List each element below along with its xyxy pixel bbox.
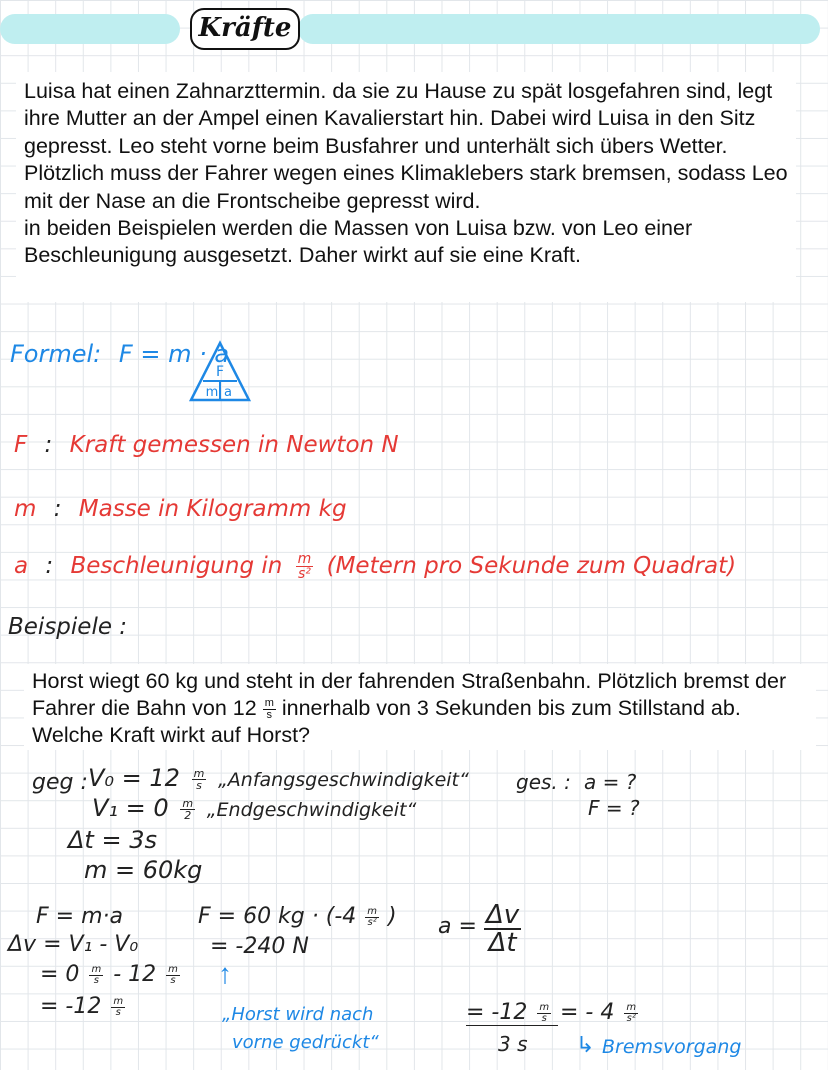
- definition-F: F : Kraft gemessen in Newton N: [14, 432, 399, 458]
- definition-text: Beschleunigung in: [70, 553, 283, 579]
- given-v0: V₀ = 12 $\frac{m}{s}$ „Anfangsgeschwindigkeit“: [88, 764, 469, 792]
- up-arrow-icon: ↑: [218, 958, 232, 989]
- calc-middle-note1: „Horst wird nach: [222, 1004, 374, 1025]
- sought-a: a = ?: [584, 770, 637, 794]
- given-mass: m = 60kg: [84, 856, 203, 884]
- examples-heading: Beispiele :: [8, 614, 128, 640]
- triangle-left-m: m: [205, 385, 219, 400]
- given-v1: V₁ = 0 $\frac{m}{2}$ „Endgeschwindigkeit“: [92, 794, 417, 822]
- definition-symbol: m: [14, 496, 37, 522]
- unit-fraction: $\frac{m}{\text{s²}}$: [297, 551, 312, 582]
- sought-f: F = ?: [588, 796, 640, 820]
- intro-paragraph-1: Luisa hat einen Zahnarzttermin. da sie zu Hause zu spät losgefahren sind, legt ihre Mutter an der Ampel einen Kavalierstart hin. Dabei wird Luisa in den Sitz gepresst. Leo steht vorne beim Busfahrer und unterhält sich übers Wetter. Plötzlich muss der Fahrer wegen eines Klimaklebers stark bremsen, sodass Leo mit der Nase an die Frontscheibe gepresst wird.: [24, 79, 788, 213]
- triangle-right-a: a: [224, 385, 232, 400]
- intro-paragraph-2: in beiden Beispielen werden die Massen von Luisa bzw. von Leo einer Beschleunigung ausgesetzt. Daher wirkt auf sie eine Kraft.: [24, 216, 693, 268]
- calc-middle-line2: = -240 N: [210, 934, 309, 959]
- given-label: geg :: [32, 770, 88, 795]
- formula-expression: F = m · a: [118, 340, 230, 368]
- definition-symbol: F: [14, 432, 28, 458]
- formula-triangle: [188, 340, 252, 404]
- example-unit-fraction: $\frac{m}{s}$: [264, 696, 274, 721]
- calc-left-line1: F = m·a: [36, 904, 123, 929]
- example-text-after: innerhalb von 3 Sekunden bis zum Stillstand ab. Welche Kraft wirkt auf Horst?: [32, 696, 741, 747]
- given-v0-note: „Anfangsgeschwindigkeit“: [217, 769, 469, 791]
- header-bar-left: [0, 14, 180, 44]
- calc-right-result: = - 4 $\frac{m}{\text{s²}}$: [560, 1000, 637, 1025]
- calc-left-line3: = 0 $\frac{m}{s}$ - 12 $\frac{m}{s}$: [40, 962, 178, 987]
- calc-right-fraction: $\frac{\Delta v}{\Delta t}$: [486, 900, 520, 958]
- calc-right-denominator: 3 s: [498, 1032, 528, 1056]
- calc-right-note: Bremsvorgang: [602, 1036, 742, 1058]
- intro-text-box: [16, 72, 796, 302]
- definition-text: Masse in Kilogramm kg: [78, 496, 347, 522]
- definition-a: a : Beschleunigung in $\frac{m}{\text{s²}}$ (Metern pro Sekunde zum Quadrat): [14, 551, 737, 582]
- calc-right-result-numerator: = -12 $\frac{m}{s}$: [466, 1000, 558, 1026]
- given-dt: Δt = 3s: [68, 826, 157, 854]
- given-v1-note: „Endgeschwindigkeit“: [206, 799, 417, 821]
- example-text-before: Horst wiegt 60 kg und steht in der fahrenden Straßenbahn. Plötzlich bremst der Fahrer die Bahn von 12: [32, 669, 787, 720]
- example-problem-box: [24, 664, 816, 750]
- page-title: Kräfte: [190, 8, 300, 50]
- header-bar-right: [298, 14, 820, 44]
- corner-arrow-icon: ↳: [576, 1032, 595, 1057]
- definition-m: m : Masse in Kilogramm kg: [14, 496, 347, 522]
- calc-left-line2: Δv = V₁ - V₀: [8, 932, 139, 957]
- calc-right-a-label: a =: [438, 914, 477, 939]
- definition-symbol: a: [14, 553, 29, 579]
- calc-left-line4: = -12 $\frac{m}{s}$: [40, 994, 124, 1019]
- calc-middle-line1: F = 60 kg · (-4 $\frac{m}{\text{s²}}$ ): [198, 904, 397, 929]
- definition-note: (Metern pro Sekunde zum Quadrat): [326, 553, 737, 579]
- triangle-top-F: F: [215, 364, 225, 380]
- formula-label: Formel:: [10, 340, 102, 368]
- calc-middle-note2: vorne gedrückt“: [232, 1032, 379, 1053]
- definition-text: Kraft gemessen in Newton N: [69, 432, 399, 458]
- sought-label: ges. :: [516, 770, 571, 794]
